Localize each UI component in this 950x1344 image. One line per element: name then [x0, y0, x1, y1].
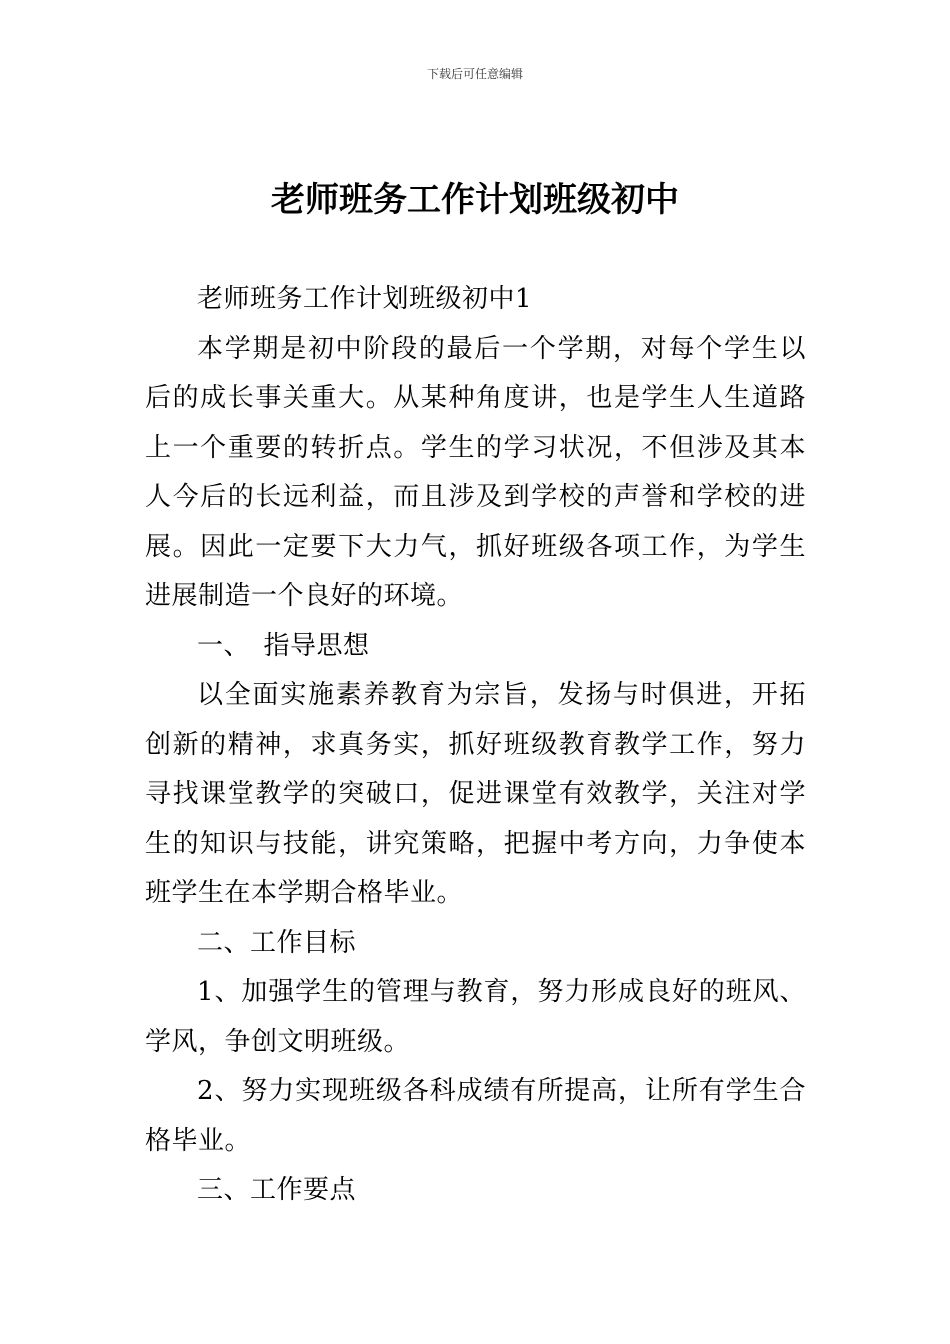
document-title: 老师班务工作计划班级初中 — [271, 180, 679, 220]
paragraph-subtitle: 老师班务工作计划班级初中1 — [197, 284, 533, 314]
paragraph-guiding-ideology: 以全面实施素养教育为宗旨，发扬与时俱进，开拓创新的精神，求真务实，抓好班级教育教学工作，努力寻找课堂教学的突破口，促进课堂有效教学，关注对学生的知识与技能，讲究策略，把握中考方向，力争使本班学生在本学期合格毕业。 — [145, 680, 806, 908]
paragraph-goal-1: 1、加强学生的管理与教育，努力形成良好的班风、学风，争创文明班级。 — [145, 977, 806, 1057]
paragraph-goal-2: 2、努力实现班级各科成绩有所提高，让所有学生合格毕业。 — [145, 1076, 806, 1156]
document-body — [145, 275, 806, 1216]
header-note: 下载后可任意编辑 — [426, 67, 523, 81]
paragraph-intro: 本学期是初中阶段的最后一个学期，对每个学生以后的成长事关重大。从某种角度讲，也是学生人生道路上一个重要的转折点。学生的学习状况，不但涉及其本人今后的长远利益，而且涉及到学校的声誉和学校的进展。因此一定要下大力气，抓好班级各项工作，为学生进展制造一个良好的环境。 — [145, 333, 806, 611]
section-heading-guiding-ideology: 一、 指导思想 — [197, 630, 370, 661]
section-heading-work-points: 三、工作要点 — [197, 1175, 357, 1205]
section-heading-work-goals: 二、工作目标 — [197, 927, 357, 958]
